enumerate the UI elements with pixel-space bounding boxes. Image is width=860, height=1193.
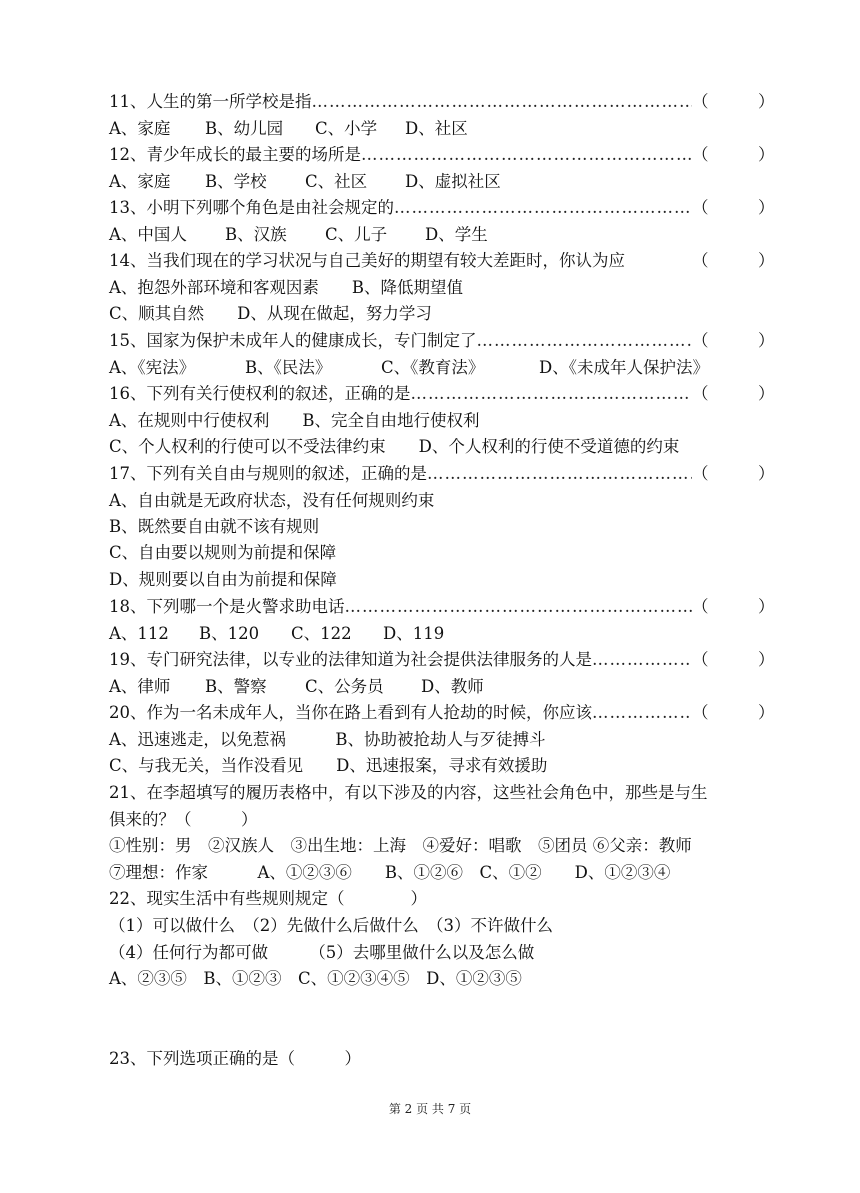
options-18 xyxy=(109,621,760,647)
option-a: A、家庭 xyxy=(109,119,171,138)
options-15 xyxy=(109,355,760,381)
option-b: B、汉族 xyxy=(225,225,287,244)
option-b: B、幼儿园 xyxy=(205,119,284,138)
answer-blank[interactable]: （ ） xyxy=(692,597,775,616)
options-14-line-2: C、顺其自然 D、从现在做起，努力学习 xyxy=(109,304,432,323)
answer-blank[interactable]: （ ） xyxy=(692,331,775,350)
options-11 xyxy=(109,116,760,142)
answer-blank[interactable]: （ ） xyxy=(692,145,775,164)
option-a: A、《宪法》 xyxy=(109,358,196,377)
options-17-line-4: D、规则要以自由为前提和保障 xyxy=(109,570,337,589)
option-a: A、家庭 xyxy=(109,172,171,191)
option-a: A、律师 xyxy=(109,677,171,696)
option-a: A、中国人 xyxy=(109,225,187,244)
answer-blank[interactable]: （ ） xyxy=(692,650,775,669)
question-15 xyxy=(109,328,775,354)
answer-blank[interactable]: （ ） xyxy=(692,251,775,270)
question-22-line-2: （1）可以做什么 （2）先做什么后做什么 （3）不许做什么 xyxy=(109,916,553,935)
question-text: 18、下列哪一个是火警求助电话 xyxy=(109,597,345,616)
option-c: C、社区 xyxy=(305,172,368,191)
options-19 xyxy=(109,674,760,700)
answer-blank[interactable]: （ ） xyxy=(692,703,775,722)
question-22-line-1: 22、现实生活中有些规则规定（ ） xyxy=(109,889,427,908)
leader-dots xyxy=(361,142,692,168)
question-21-line-2: 俱来的？（ ） xyxy=(109,810,258,829)
question-21-line-1: 21、在李超填写的履历表格中，有以下涉及的内容，这些社会角色中，那些是与生 xyxy=(109,783,708,802)
leader-dots xyxy=(592,700,692,726)
option-d: D、教师 xyxy=(421,677,484,696)
answer-blank[interactable]: （ ） xyxy=(692,198,775,217)
options-16-line-1: A、在规则中行使权利 B、完全自由地行使权利 xyxy=(109,411,480,430)
question-20 xyxy=(109,700,775,726)
option-c: C、122 xyxy=(291,624,352,643)
option-c: C、儿子 xyxy=(325,225,388,244)
leader-dots xyxy=(394,195,692,221)
options-12 xyxy=(109,169,760,195)
options-14-line-1: A、抱怨外部环境和客观因素 B、降低期望值 xyxy=(109,278,464,297)
leader-dots xyxy=(477,328,693,354)
question-18 xyxy=(109,594,775,620)
option-b: B、警察 xyxy=(205,677,267,696)
options-16-line-2: C、个人权利的行使可以不受法律约束 D、个人权利的行使不受道德的约束 xyxy=(109,437,680,456)
option-c: C、小学 xyxy=(315,119,378,138)
options-13 xyxy=(109,222,760,248)
question-text: 13、小明下列哪个角色是由社会规定的 xyxy=(109,198,394,217)
question-23-line-1: 23、下列选项正确的是（ ） xyxy=(109,1049,361,1068)
option-c: C、《教育法》 xyxy=(381,358,485,377)
page-footer: 第 2 页 共 7 页 xyxy=(388,1102,472,1116)
question-text: 19、专门研究法律，以专业的法律知道为社会提供法律服务的人是 xyxy=(109,650,592,669)
options-17-line-3: C、自由要以规则为前提和保障 xyxy=(109,543,337,562)
question-12 xyxy=(109,142,775,168)
question-21-line-3: ①性别：男 ②汉族人 ③出生地：上海 ④爱好：唱歌 ⑤团员 ⑥父亲：教师 xyxy=(109,836,692,855)
option-b: B、学校 xyxy=(205,172,267,191)
answer-blank[interactable]: （ ） xyxy=(692,464,775,483)
option-b: B、《民法》 xyxy=(245,358,332,377)
question-14 xyxy=(109,248,775,274)
leader-dots xyxy=(427,461,692,487)
question-13 xyxy=(109,195,775,221)
answer-blank[interactable]: （ ） xyxy=(692,92,775,111)
answer-blank[interactable]: （ ） xyxy=(692,384,775,403)
option-d: D、社区 xyxy=(405,119,468,138)
question-text: 11、人生的第一所学校是指 xyxy=(109,92,312,111)
question-19 xyxy=(109,647,775,673)
options-17-line-2: B、既然要自由就不该有规则 xyxy=(109,517,320,536)
option-a: A、112 xyxy=(109,624,169,643)
leader-dots xyxy=(312,89,693,115)
question-text: 20、作为一名未成年人，当你在路上看到有人抢劫的时候，你应该 xyxy=(109,703,592,722)
question-11 xyxy=(109,89,775,115)
question-16 xyxy=(109,381,775,407)
question-text: 16、下列有关行使权利的叙述，正确的是 xyxy=(109,384,411,403)
option-d: D、119 xyxy=(383,624,445,643)
question-17 xyxy=(109,461,775,487)
question-text: 12、青少年成长的最主要的场所是 xyxy=(109,145,361,164)
question-text: 17、下列有关自由与规则的叙述，正确的是 xyxy=(109,464,427,483)
leader-dots xyxy=(411,381,693,407)
leader-dots xyxy=(592,647,692,673)
question-22-line-3: （4）任何行为都可做 （5）去哪里做什么以及怎么做 xyxy=(109,943,535,962)
question-text: 14、当我们现在的学习状况与自己美好的期望有较大差距时，你认为应 xyxy=(109,251,625,270)
option-d: D、虚拟社区 xyxy=(405,172,501,191)
option-d: D、学生 xyxy=(425,225,488,244)
question-21-line-4: ⑦理想：作家 A、①②③⑥ B、①②⑥ C、①② D、①②③④ xyxy=(109,863,671,882)
question-text: 15、国家为保护未成年人的健康成长，专门制定了 xyxy=(109,331,477,350)
option-d: D、《未成年人保护法》 xyxy=(539,358,709,377)
options-17-line-1: A、自由就是无政府状态，没有任何规则约束 xyxy=(109,491,435,510)
option-b: B、120 xyxy=(199,624,260,643)
options-20-line-2: C、与我无关，当作没看见 D、迅速报案，寻求有效援助 xyxy=(109,756,548,775)
option-c: C、公务员 xyxy=(305,677,384,696)
options-20-line-1: A、迅速逃走，以免惹祸 B、协助被抢劫人与歹徒搏斗 xyxy=(109,730,546,749)
question-22-line-4: A、②③⑤ B、①②③ C、①②③④⑤ D、①②③⑤ xyxy=(109,969,522,988)
leader-dots xyxy=(345,594,693,620)
